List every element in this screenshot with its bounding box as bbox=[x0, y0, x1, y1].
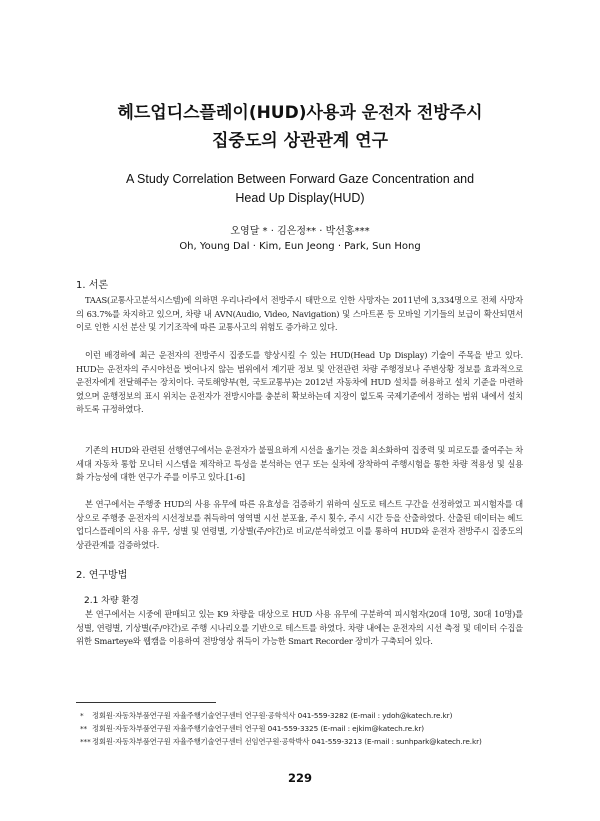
title-english-line-2: Head Up Display(HUD) bbox=[235, 191, 365, 205]
footnote-text: 정회원·자동차부품연구원 자율주행기술연구센터 연구원·공학석사 041-559-3282 (E-mail : ydoh@katech.re.kr) bbox=[92, 711, 453, 720]
title-korean-line-1: 헤드업디스플레이(HUD)사용과 운전자 전방주시 bbox=[117, 103, 483, 123]
footnote-text: 정회원·자동차부품연구원 자율주행기술연구센터 선임연구원·공학박사 041-559-3213 (E-mail : sunhpark@katech.re.kr) bbox=[92, 737, 482, 746]
intro-paragraph-2: 이런 배경하에 최근 운전자의 전방주시 집중도를 향상시킬 수 있는 HUD(Head Up Display) 기술이 주목을 받고 있다. HUD는 운전자의 주시야선을 벗어나지 않는 범위에서 계기판 정보 및 안전관련 차량 주행정보나 주변상황 정보를 효과적으로 운전자에게 전달해주는 장치이다. 국토해양부(현, 국토교통부)는 2012년 자동차에 HUD 설치를 허용하고 설치 기준을 마련하였으며 운행정보의 표시 위치는 운전자가 전방시야를 충분히 확보하는데 지장이 없도록 국제기준에서 정하는 범위 내에서 설치하도록 규정하였다. bbox=[76, 350, 523, 415]
footnote-text: 정회원·자동차부품연구원 자율주행기술연구센터 연구원 041-559-3325 (E-mail : ejkim@katech.re.kr) bbox=[92, 724, 425, 733]
title-english-line-1: A Study Correlation Between Forward Gaze Concentration and bbox=[125, 172, 475, 186]
authors-korean: 오영달 * · 김은정** · 박선홍*** bbox=[230, 226, 370, 237]
footnote-1 bbox=[80, 711, 452, 721]
footnote-marker: *** bbox=[80, 737, 91, 746]
footnote-marker: ** bbox=[80, 724, 88, 733]
subsection-heading-vehicle-environment: 2.1 차량 환경 bbox=[84, 596, 139, 606]
footnote-divider bbox=[76, 702, 216, 703]
footnote-marker: * bbox=[80, 711, 84, 720]
authors-english: Oh, Young Dal · Kim, Eun Jeong · Park, Sun Hong bbox=[179, 241, 421, 252]
footnote-3 bbox=[80, 737, 482, 747]
methods-paragraph-1: 본 연구에서는 시중에 판매되고 있는 K9 차량을 대상으로 HUD 사용 유무에 구분하여 피시험자(20대 10명, 30대 10명)를 성별, 연령별, 기상별(주/야간)로 주행 시나리오를 기반으로 테스트를 하였다. 차량 내에는 운전자의 시선 측정 및 데이터 수집을 위한 Smarteye와 웹캠을 이용하여 전방영상 취득이 가능한 Smart Recorder 장비가 구축되어 있다. bbox=[76, 609, 523, 647]
title-korean-line-2: 집중도의 상관관계 연구 bbox=[211, 131, 389, 151]
intro-paragraph-1: TAAS(교통사고분석시스템)에 의하면 우리나라에서 전방주시 태만으로 인한 사망자는 2011년에 3,334명으로 전체 사망자의 63.7%를 차지하고 있으며, 차량 내 AVN(Audio, Video, Navigation) 및 스마트폰 등 모바일 기기들의 보급이 확산되면서 이로 인한 시선 분산 및 기기조작에 따른 교통사고의 위험도 증가하고 있다. bbox=[76, 295, 523, 333]
intro-paragraph-3: 기존의 HUD와 관련된 선행연구에서는 운전자가 불필요하게 시선을 옮기는 것을 최소화하여 집중력 및 피로도를 줄여주는 차세대 자동차 통합 모니터 시스템을 제작하고 특성을 분석하는 연구 또는 실차에 장착하여 주행시험을 통한 차량 적용성 및 실용화 가능성에 대한 연구가 주를 이루고 있다.[1-6] bbox=[76, 445, 523, 483]
page-number: 229 bbox=[287, 771, 312, 785]
footnote-2 bbox=[80, 724, 424, 734]
section-heading-introduction: 1. 서론 bbox=[76, 280, 109, 291]
section-heading-methods: 2. 연구방법 bbox=[76, 570, 128, 581]
intro-paragraph-4: 본 연구에서는 주행중 HUD의 사용 유무에 따른 유효성을 검증하기 위하여 실도로 테스트 구간을 선정하였고 피시험자를 대상으로 주행중 운전자의 시선정보를 취득하여 영역별 시선 분포율, 주시 횟수, 주시 시간 등을 산출하였다. 산출된 데이터는 헤드업디스플레이의 사용 유무, 성별 및 연령별, 기상별(주/야간)로 비교/분석하였고 이를 통하여 HUD와 운전자 전방주시 집중도의 상관관계를 검증하였다. bbox=[76, 499, 523, 550]
